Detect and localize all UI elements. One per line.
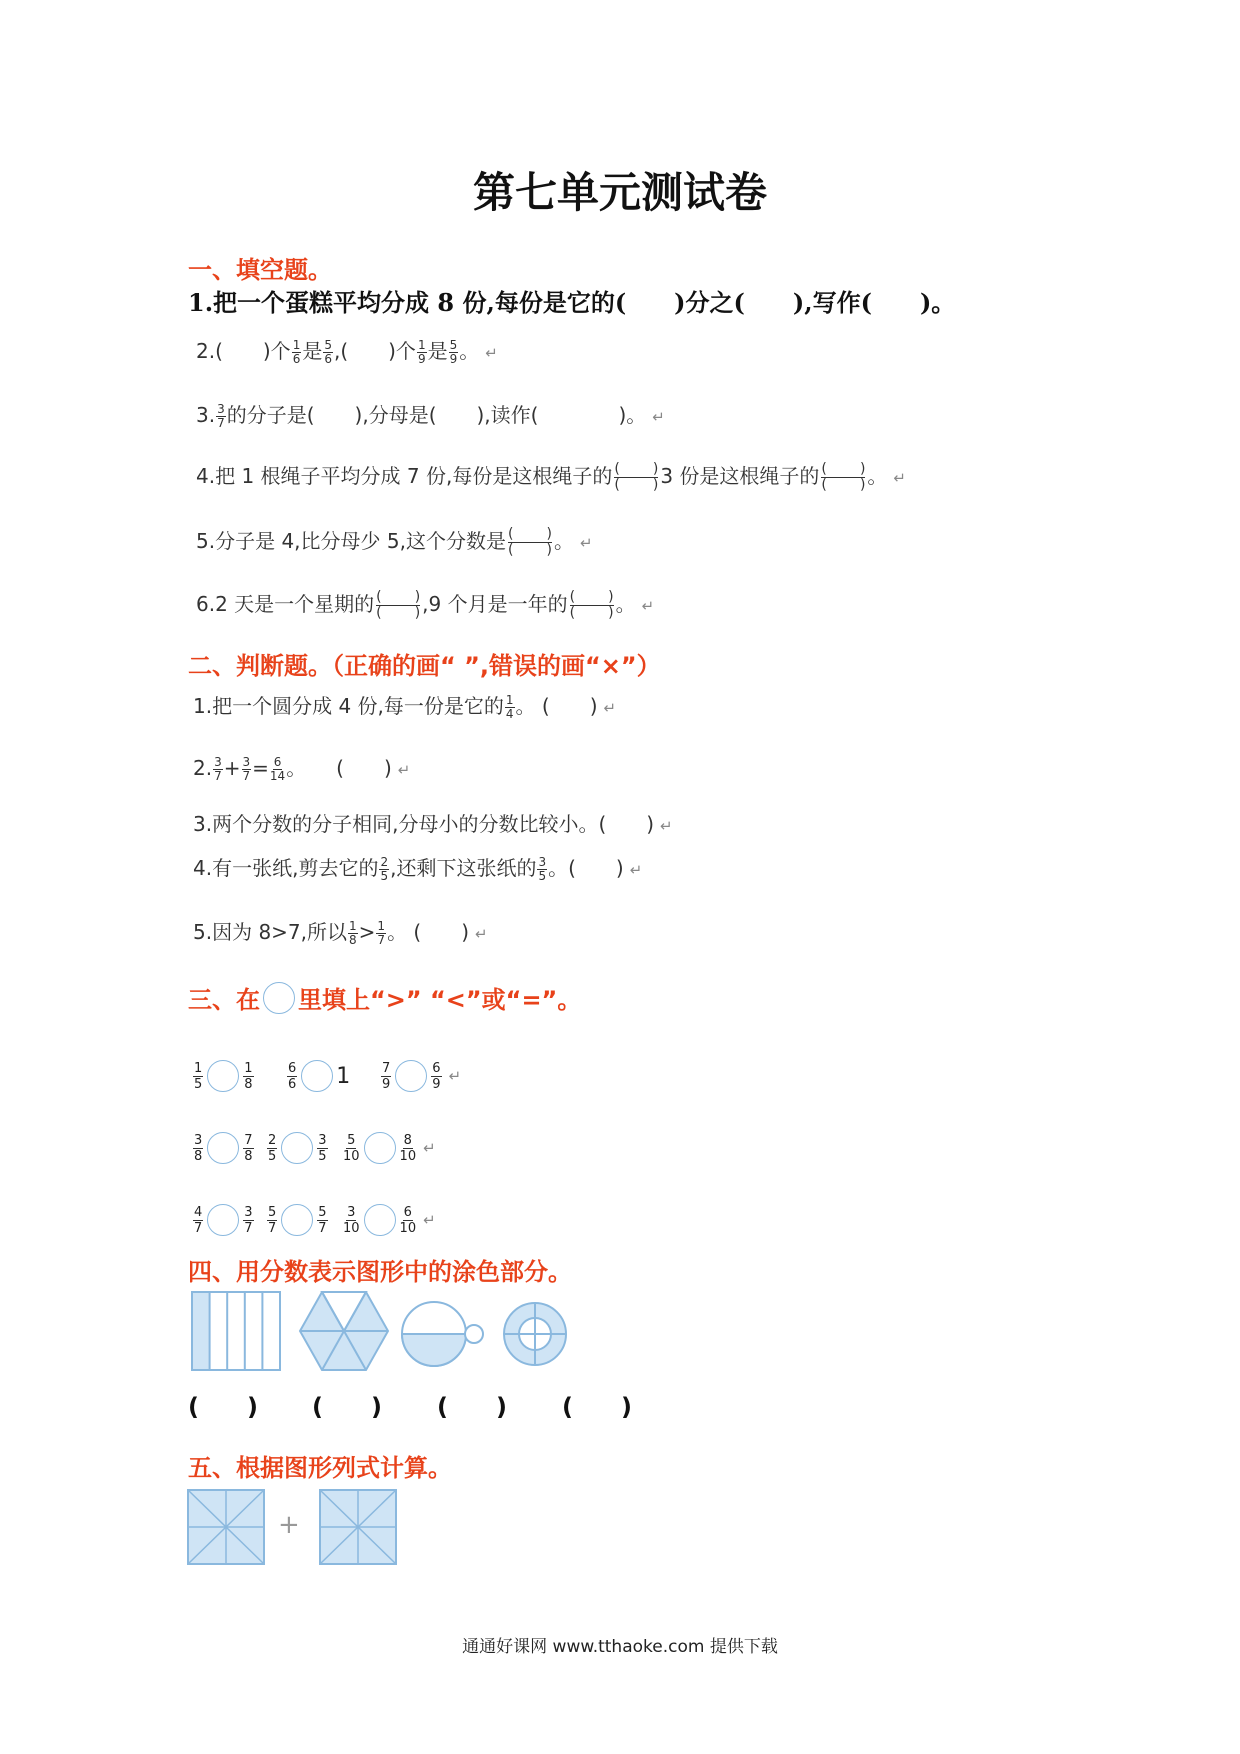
circle-blank-icon bbox=[263, 982, 295, 1014]
compare-item: $\frac{6}{6}$ 1 bbox=[288, 1060, 351, 1092]
fraction: $\frac{3}{7}$ bbox=[242, 755, 251, 783]
fraction: $\frac{1}{9}$ bbox=[417, 338, 426, 366]
blank-fraction: ( ) ( ) bbox=[821, 461, 866, 493]
rectangle-shape bbox=[192, 1292, 280, 1370]
compare-circle[interactable] bbox=[364, 1132, 396, 1164]
compare-item: $\frac{5}{10}$ $\frac{8}{10}$ ↵ bbox=[343, 1132, 436, 1164]
plus-icon: + bbox=[278, 1510, 300, 1540]
fraction: $\frac{2}{5}$ bbox=[380, 855, 389, 883]
fraction: $\frac{3}{5}$ bbox=[538, 855, 547, 883]
return-mark-icon: ↵ bbox=[475, 925, 488, 943]
blank-fraction: ( ) ( ) bbox=[614, 461, 659, 493]
compare-circle[interactable] bbox=[281, 1132, 313, 1164]
fill-question-6: 6.2 天是一个星期的 ( ) ( ) ,9 个月是一年的 ( ) ( ) 。 ↵ bbox=[196, 589, 655, 621]
half-circle-shape bbox=[402, 1302, 483, 1366]
compare-item: $\frac{2}{5}$ $\frac{3}{5}$ bbox=[268, 1132, 327, 1164]
compare-circle[interactable] bbox=[207, 1060, 239, 1092]
section-heading-shaded-fraction: 四、用分数表示图形中的涂色部分。 bbox=[188, 1258, 572, 1286]
return-mark-icon: ↵ bbox=[603, 699, 617, 717]
compare-circle[interactable] bbox=[395, 1060, 427, 1092]
fraction: $\frac{3}{7}$ bbox=[214, 755, 222, 783]
fraction: $\frac{1}{8}$ bbox=[349, 919, 357, 947]
page-title: 第七单元测试卷 bbox=[472, 168, 767, 217]
shape-answer-blank[interactable]: ( ) bbox=[562, 1393, 632, 1421]
fraction: $\frac{3}{7}$ bbox=[217, 402, 225, 430]
fill-question-2: 2.( )个 $\frac{1}{6}$ 是 $\frac{5}{6}$ ,( )个 $\frac{1}{9}$ 是 $\frac{5}{9}$ 。 ↵ bbox=[196, 338, 498, 366]
return-mark-icon: ↵ bbox=[397, 761, 411, 779]
fill-question-3: 3. $\frac{3}{7}$ 的分子是( ),分母是( ),读作( )。 ↵ bbox=[196, 402, 665, 430]
judge-question-2: 2. $\frac{3}{7}$ + $\frac{3}{7}$ = $\frac{6}{14}$ 。 ( ) ↵ bbox=[193, 755, 411, 783]
blank-fraction: ( ) ( ) bbox=[376, 589, 421, 621]
fraction: $\frac{1}{6}$ bbox=[292, 338, 301, 366]
compare-circle[interactable] bbox=[301, 1060, 333, 1092]
compare-circle[interactable] bbox=[364, 1204, 396, 1236]
fraction: $\frac{5}{9}$ bbox=[449, 338, 458, 366]
shape-answer-blank[interactable]: ( ) bbox=[312, 1393, 382, 1421]
judge-question-1: 1.把一个圆分成 4 份,每一份是它的 $\frac{1}{4}$ 。 ( ) ↵ bbox=[193, 693, 617, 721]
compare-item: $\frac{3}{10}$ $\frac{6}{10}$ ↵ bbox=[343, 1204, 436, 1236]
fraction: $\frac{6}{14}$ bbox=[269, 755, 286, 783]
hexagon-shape bbox=[300, 1292, 388, 1370]
footer-credit: 通通好课网 www.tthaoke.com 提供下载 bbox=[462, 1637, 778, 1657]
compare-item: $\frac{4}{7}$ $\frac{3}{7}$ bbox=[194, 1204, 253, 1236]
compare-circle[interactable] bbox=[207, 1132, 239, 1164]
return-mark-icon: ↵ bbox=[485, 344, 498, 362]
fill-question-5: 5.分子是 4,比分母少 5,这个分数是 ( ) ( ) 。 ↵ bbox=[196, 526, 593, 558]
blank-fraction: ( ) ( ) bbox=[507, 526, 552, 558]
compare-item: $\frac{5}{7}$ $\frac{5}{7}$ bbox=[268, 1204, 327, 1236]
section-heading-compare: 三、在 里填上“>” “<”或“=”。 bbox=[188, 980, 581, 1015]
compare-item: $\frac{7}{9}$ $\frac{6}{9}$ ↵ bbox=[382, 1060, 462, 1092]
return-mark-icon: ↵ bbox=[629, 861, 643, 879]
return-mark-icon: ↵ bbox=[641, 597, 655, 615]
shaded-shapes bbox=[188, 1290, 588, 1380]
shape-answer-blank[interactable]: ( ) bbox=[437, 1393, 507, 1421]
fraction: $\frac{1}{4}$ bbox=[505, 693, 514, 721]
blank-fraction: ( ) ( ) bbox=[569, 589, 614, 621]
compare-circle[interactable] bbox=[207, 1204, 239, 1236]
judge-question-3: 3.两个分数的分子相同,分母小的分数比较小。( ) ↵ bbox=[193, 812, 673, 836]
section-heading-fill-blank: 一、填空题。 bbox=[188, 256, 332, 284]
return-mark-icon: ↵ bbox=[579, 534, 593, 552]
return-mark-icon: ↵ bbox=[652, 408, 665, 426]
concentric-circle-shape bbox=[504, 1303, 566, 1365]
fill-question-4: 4.把 1 根绳子平均分成 7 份,每份是这根绳子的 ( ) ( ) 3 份是这根绳子的 ( ) ( ) 。 ↵ bbox=[196, 461, 906, 493]
judge-question-4: 4.有一张纸,剪去它的 $\frac{2}{5}$ ,还剩下这张纸的 $\frac{3}{5}$ 。( ) ↵ bbox=[193, 855, 643, 883]
fraction: $\frac{1}{7}$ bbox=[377, 919, 386, 947]
section-heading-figure-calc: 五、根据图形列式计算。 bbox=[188, 1454, 452, 1482]
section-heading-true-false: 二、判断题。（正确的画“ ”,错误的画“×”） bbox=[188, 652, 661, 680]
fill-question-1: 1.把一个蛋糕平均分成 8 份,每份是它的( )分之( ),写作( )。 bbox=[188, 288, 956, 317]
judge-question-5: 5.因为 8>7,所以 $\frac{1}{8}$ > $\frac{1}{7}$ 。 ( ) ↵ bbox=[193, 919, 488, 947]
fraction: $\frac{5}{6}$ bbox=[324, 338, 332, 366]
compare-item: $\frac{3}{8}$ $\frac{7}{8}$ bbox=[194, 1132, 253, 1164]
return-mark-icon: ↵ bbox=[893, 469, 906, 487]
shape-answer-blank[interactable]: ( ) bbox=[188, 1393, 258, 1421]
return-mark-icon: ↵ bbox=[660, 817, 673, 835]
compare-circle[interactable] bbox=[281, 1204, 313, 1236]
compare-item: $\frac{1}{5}$ $\frac{1}{8}$ bbox=[194, 1060, 253, 1092]
